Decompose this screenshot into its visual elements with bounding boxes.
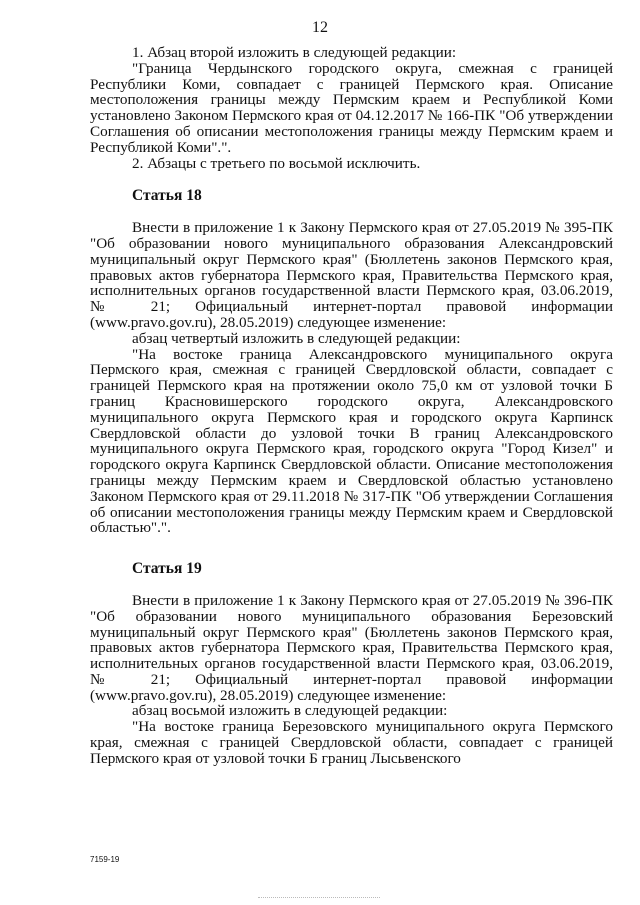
bottom-divider: [258, 897, 380, 898]
article-18-heading: Статья 18: [132, 187, 202, 205]
document-code: 7159-19: [90, 855, 120, 864]
amendment-item-2: 2. Абзацы с третьего по восьмой исключить.: [132, 154, 421, 172]
article-18-intro: Внести в приложение 1 к Закону Пермского края от 27.05.2019 № 395-ПК "Об образовании нового муниципального образования Александровский муниципальный округ Пермского края" (Бюллетень законов Пермского края, правовых актов губернатора Пермского края, Правительства Пермского края, исполнительных органов государственной власти Пермского края, 03.06.2019, № 21; Официальный интернет-портал правовой информации (www.pravo.gov.ru), 28.05.2019) следующее изменение:: [90, 219, 613, 331]
article-19-heading: Статья 19: [132, 560, 202, 578]
article-19-instruction: абзац восьмой изложить в следующей редакции:: [132, 702, 448, 720]
amendment-item-1: 1. Абзац второй изложить в следующей редакции:: [132, 44, 457, 61]
document-body: [90, 45, 613, 767]
article-18-instruction: абзац четвертый изложить в следующей редакции:: [132, 329, 461, 347]
article-18-quote: "На востоке граница Александровского муниципального округа Пермского края, смежная с границей Свердловской области, совпадает с границей Пермского края на протяжении около 75,0 км от узловой точки Б границ Красновишерского городского округа, Александровского муниципального округа Пермского края и городского округа Карпинск Свердловской области до узловой точки В границ Александровского муниципального округа Пермского края, городского округа "Город Кизел" и городского округа Карпинск Свердловской области. Описание местоположения границы между Пермским краем и Свердловской областью установлено Законом Пермского края от 29.11.2018 № 317-ПК "Об утверждении Соглашения об описании местоположения границы между Пермским краем и Свердловской областью".".: [90, 345, 613, 537]
page-number: 12: [312, 19, 328, 36]
quoted-text-cherdyn: "Граница Чердынского городского округа, смежная с границей Республики Коми, совпадает с границей Пермского края. Описание местоположения границы между Пермским краем и Республикой Коми установлено Законом Пермского края от 04.12.2017 № 166-ПК "Об утверждении Соглашения об описании местоположения границы между Пермским краем и Республикой Коми".".: [90, 59, 613, 156]
article-19-quote: "На востоке граница Березовского муниципального округа Пермского края, смежная с границей Свердловской области, совпадает с границей Пермского края от узловой точки Б границ Лысьвенского: [90, 718, 613, 767]
article-19-intro: Внести в приложение 1 к Закону Пермского края от 27.05.2019 № 396-ПК "Об образовании нового муниципального образования Березовский муниципальный округ Пермского края" (Бюллетень законов Пермского края, правовых актов губернатора Пермского края, Правительства Пермского края, исполнительных органов государственной власти Пермского края, 03.06.2019, № 21; Официальный интернет-портал правовой информации (www.pravo.gov.ru), 28.05.2019) следующее изменение:: [90, 591, 613, 704]
